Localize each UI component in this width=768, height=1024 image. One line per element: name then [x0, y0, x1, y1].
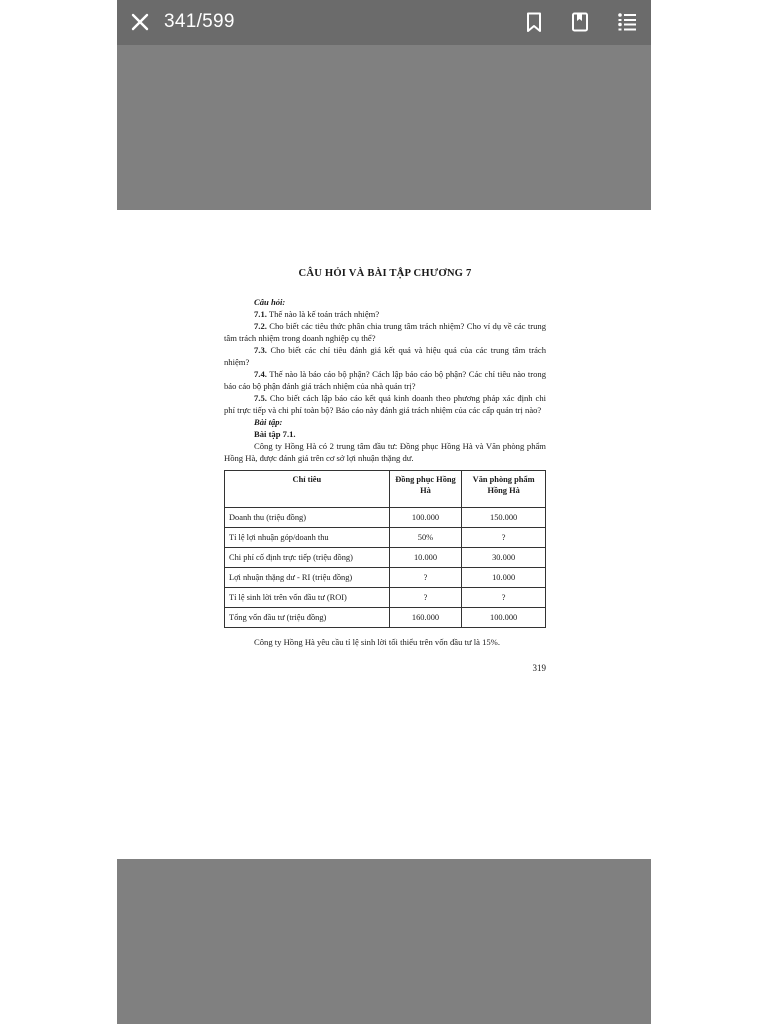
table-of-contents-icon[interactable] [616, 11, 638, 33]
exercise-intro: Công ty Hồng Hà có 2 trung tâm đầu tư: Đồng phục Hồng Hà và Văn phòng phẩm Hồng Hà, được đánh giá trên cơ sở lợi nhuận thặng dư. [224, 441, 546, 463]
page-number: 319 [532, 663, 546, 673]
table-row [225, 608, 546, 628]
bookmark-icon[interactable] [523, 11, 545, 33]
questions-heading: Câu hỏi: [254, 297, 286, 307]
table-cell: Chi phí cố định trực tiếp (triệu đồng) [225, 548, 390, 568]
table-cell: Lợi nhuận thặng dư - RI (triệu đồng) [225, 568, 390, 588]
table-cell: Doanh thu (triệu đồng) [225, 508, 390, 528]
table-header: Chỉ tiêu [225, 471, 390, 508]
chapter-title: CÂU HỎI VÀ BÀI TẬP CHƯƠNG 7 [298, 268, 472, 279]
table-cell: 160.000 [389, 608, 462, 628]
close-icon[interactable] [129, 11, 151, 33]
table-cell: 10.000 [462, 568, 546, 588]
table-row [225, 548, 546, 568]
exercise-title: Bài tập 7.1. [254, 429, 296, 439]
table-cell: ? [389, 568, 462, 588]
page-indicator: 341/599 [164, 11, 235, 32]
table-cell: ? [389, 588, 462, 608]
question-item: 7.2. Cho biết các tiêu thức phân chia trung tâm trách nhiệm? Cho ví dụ về các trung tâm trách nhiệm trong doanh nghiệp cụ thể? [224, 321, 546, 343]
data-table [224, 470, 546, 628]
table-cell: 150.000 [462, 508, 546, 528]
table-header: Đồng phục Hồng Hà [389, 471, 462, 508]
document-page [224, 260, 546, 674]
table-cell: Tỉ lệ sinh lời trên vốn đầu tư (ROI) [225, 588, 390, 608]
question-item: 7.3. Cho biết các chỉ tiêu đánh giá kết quả và hiệu quả của các trung tâm trách nhiệm? [224, 345, 546, 367]
reader-toolbar [117, 0, 651, 45]
bookmark-filled-icon[interactable] [569, 11, 591, 33]
table-cell: ? [462, 588, 546, 608]
question-item: 7.4. Thế nào là báo cáo bộ phận? Cách lập báo cáo bộ phận? Các chỉ tiêu nào trong báo cáo bộ phận đánh giá trách nhiệm của nhà quản trị? [224, 369, 546, 391]
page-gap-bottom [117, 859, 651, 1024]
table-row [225, 508, 546, 528]
table-row [225, 568, 546, 588]
table-cell: 100.000 [389, 508, 462, 528]
table-header: Văn phòng phẩm Hồng Hà [462, 471, 546, 508]
table-cell: 30.000 [462, 548, 546, 568]
question-item: 7.5. Cho biết cách lập báo cáo kết quả kinh doanh theo phương pháp xác định chi phí trực tiếp và chi phí toàn bộ? Báo cáo này đánh giá trách nhiệm của các cấp quản trị nào? [224, 393, 546, 415]
closing-paragraph: Công ty Hồng Hà yêu cầu tỉ lệ sinh lời tối thiểu trên vốn đầu tư là 15%. [254, 637, 500, 647]
table-cell: 10.000 [389, 548, 462, 568]
table-cell: 50% [389, 528, 462, 548]
table-row [225, 588, 546, 608]
question-item: 7.1. Thế nào là kế toán trách nhiệm? [254, 309, 380, 319]
table-cell: 100.000 [462, 608, 546, 628]
table-header-row [225, 471, 546, 508]
table-cell: Tỉ lệ lợi nhuận góp/doanh thu [225, 528, 390, 548]
table-cell: Tổng vốn đầu tư (triệu đồng) [225, 608, 390, 628]
exercises-heading: Bài tập: [254, 417, 283, 427]
table-row [225, 528, 546, 548]
table-cell: ? [462, 528, 546, 548]
